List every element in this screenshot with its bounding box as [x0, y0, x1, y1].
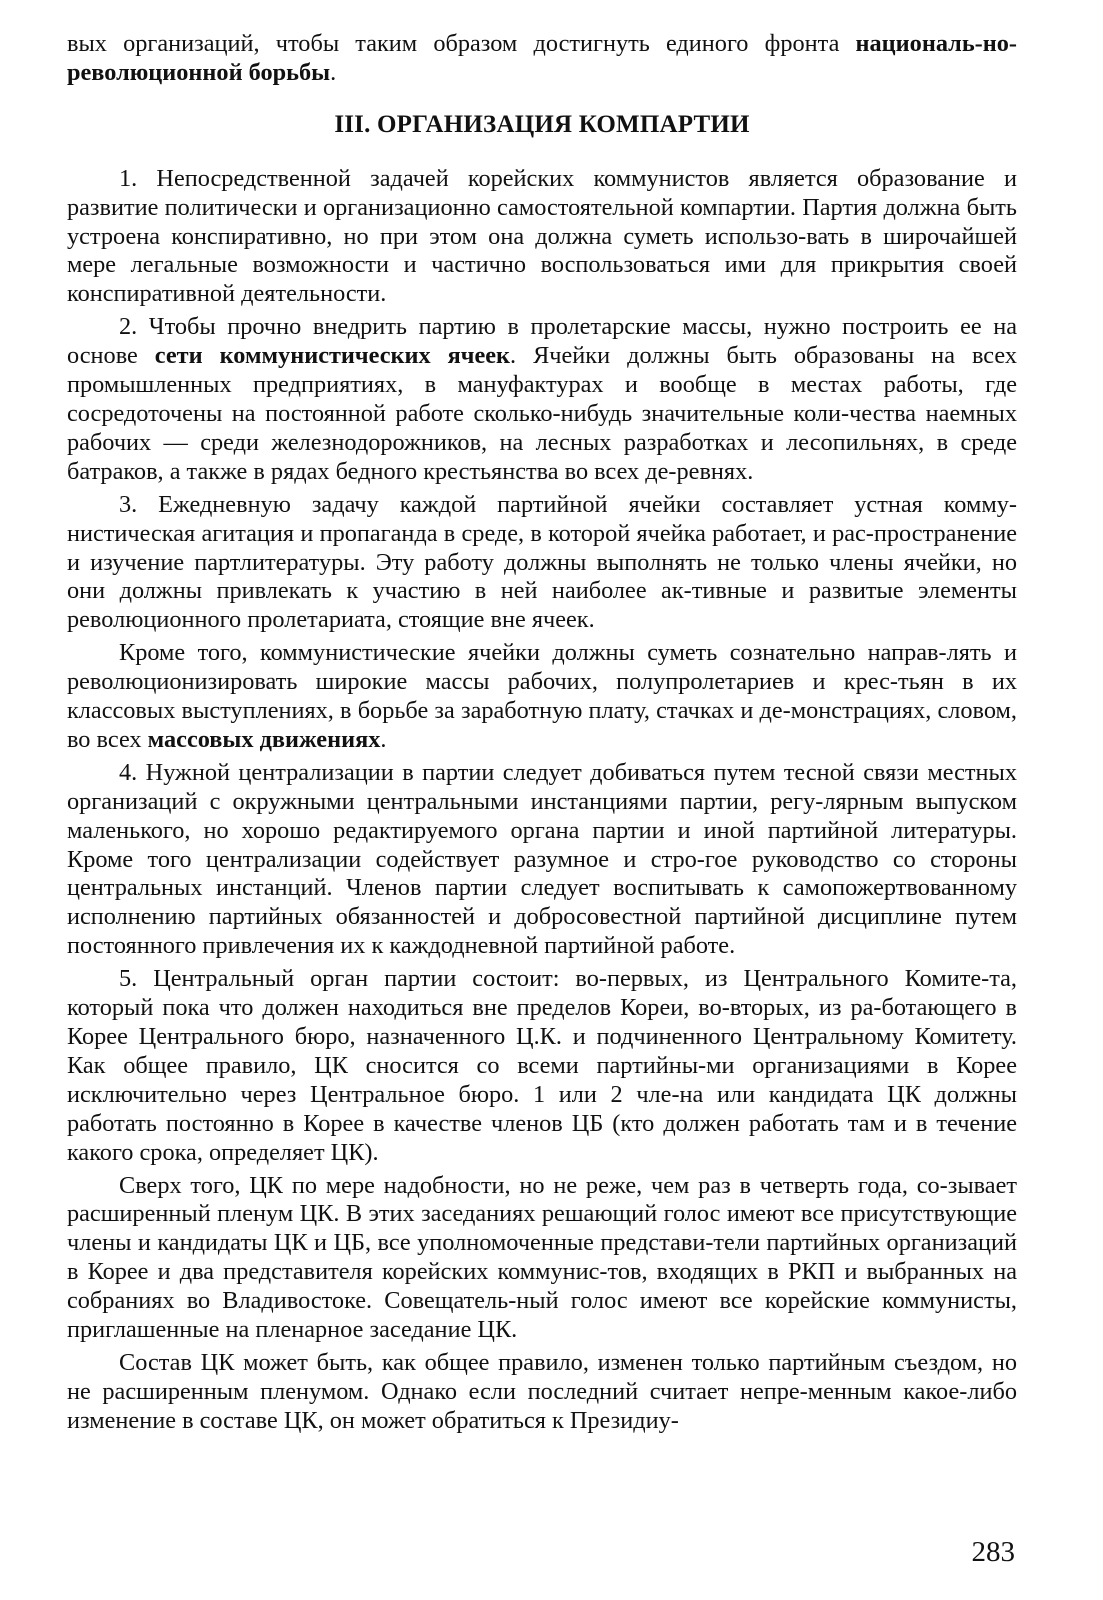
paragraph-4-text-after: .	[380, 725, 387, 753]
paragraph-2-bold-text: сети коммунистических ячеек	[154, 342, 511, 370]
intro-after-text: .	[330, 58, 337, 86]
paragraph-2-text-before: 2. Чтобы прочно внедрить партию в пролетарские массы, нужно построить ее на основе	[67, 313, 1017, 370]
paragraph-8: Состав ЦК может быть, как общее правило, изменен только партийным съездом, но не расширенным пленумом. Однако если последний считает непре-менным какое-либо изменение в составе ЦК, он может обратиться к Президиу-	[67, 1348, 1017, 1434]
intro-text: вых организаций, чтобы таким образом достигнуть единого фронта	[67, 30, 856, 57]
paragraph-4-bold-text: массовых движениях	[147, 725, 381, 753]
intro-paragraph	[67, 30, 1017, 88]
paragraph-2	[67, 313, 1017, 486]
paragraph-5: 4. Нужной централизации в партии следует добиваться путем тесной связи местных организаций с окружными центральными инстанциями партии, регу-лярным выпуском маленького, но хорошо редактируемого органа партии и иной партийной литературы. Кроме того централизации содействует разумное и стро-гое руководство со стороны центральных инстанций. Членов партии следует воспитывать к самопожертвованному исполнению партийных обязанностей и добросовестной партийной дисциплине путем постоянного привлечения их к каждодневной партийной работе.	[67, 758, 1017, 960]
paragraph-4	[67, 639, 1017, 755]
paragraph-1: 1. Непосредственной задачей корейских коммунистов является образование и развитие политически и организационно самостоятельной компартии. Партия должна быть устроена конспиративно, но при этом она должна суметь использо-вать в широчайшей мере легальные возможности и частично воспользоваться ими для прикрытия своей конспиративной деятельности.	[67, 164, 1017, 308]
section-title: III. ОРГАНИЗАЦИЯ КОМПАРТИИ	[334, 110, 750, 138]
page-number: 283	[971, 1536, 1015, 1568]
paragraph-2-text-after: . Ячейки должны быть образованы на всех промышленных предприятиях, в мануфактурах и вообще в местах работы, где сосредоточены на постоянной работе сколько-нибудь значительные коли-чества наемных рабочих — среди железнодорожников, на лесных разработках и лесопильнях, в среде батраков, а также в рядах бедного крестьянства во всех де-ревнях.	[67, 342, 1017, 485]
paragraph-6: 5. Центральный орган партии состоит: во-первых, из Центрального Комите-та, который пока что должен находиться вне пределов Кореи, во-вторых, из ра-ботающего в Корее Центрального бюро, назначенного Ц.К. и подчиненного Центральному Комитету. Как общее правило, ЦК сносится со всеми партийны-ми организациями в Корее исключительно через Центральное бюро. 1 или 2 чле-на или кандидата ЦК должны работать постоянно в Корее в качестве членов ЦБ (кто должен работать там и в течение какого срока, определяет ЦК).	[67, 965, 1017, 1166]
paragraph-3: 3. Ежедневную задачу каждой партийной ячейки составляет устная комму-нистическая агитация и пропаганда в среде, в которой ячейка работает, и рас-пространение и изучение партлитературы. Эту работу должны выполнять не только члены ячейки, но они должны привлекать к участию в ней наиболее ак-тивные и развитые элементы революционного пролетариата, стоящие вне ячеек.	[67, 490, 1017, 634]
paragraph-7: Сверх того, ЦК по мере надобности, но не реже, чем раз в четверть года, со-зывает расширенный пленум ЦК. В этих заседаниях решающий голос имеют все присутствующие члены и кандидаты ЦК и ЦБ, все уполномоченные представи-тели партийных организаций в Корее и два представителя корейских коммунис-тов, входящих в РКП и выбранных на собраниях во Владивостоке. Совещатель-ный голос имеют все корейские коммунисты, приглашенные на пленарное заседание ЦК.	[67, 1171, 1017, 1344]
paragraph-4-text-before: Кроме того, коммунистические ячейки должны суметь сознательно направ-лять и революционизировать широкие массы рабочих, полупролетариев и крес-тьян в их классовых выступлениях, в борьбе за заработную плату, стачках и де-монстрациях, словом, во всех	[67, 639, 1017, 753]
intro-bold-text: националь-но-революционной борьбы	[67, 30, 1017, 86]
